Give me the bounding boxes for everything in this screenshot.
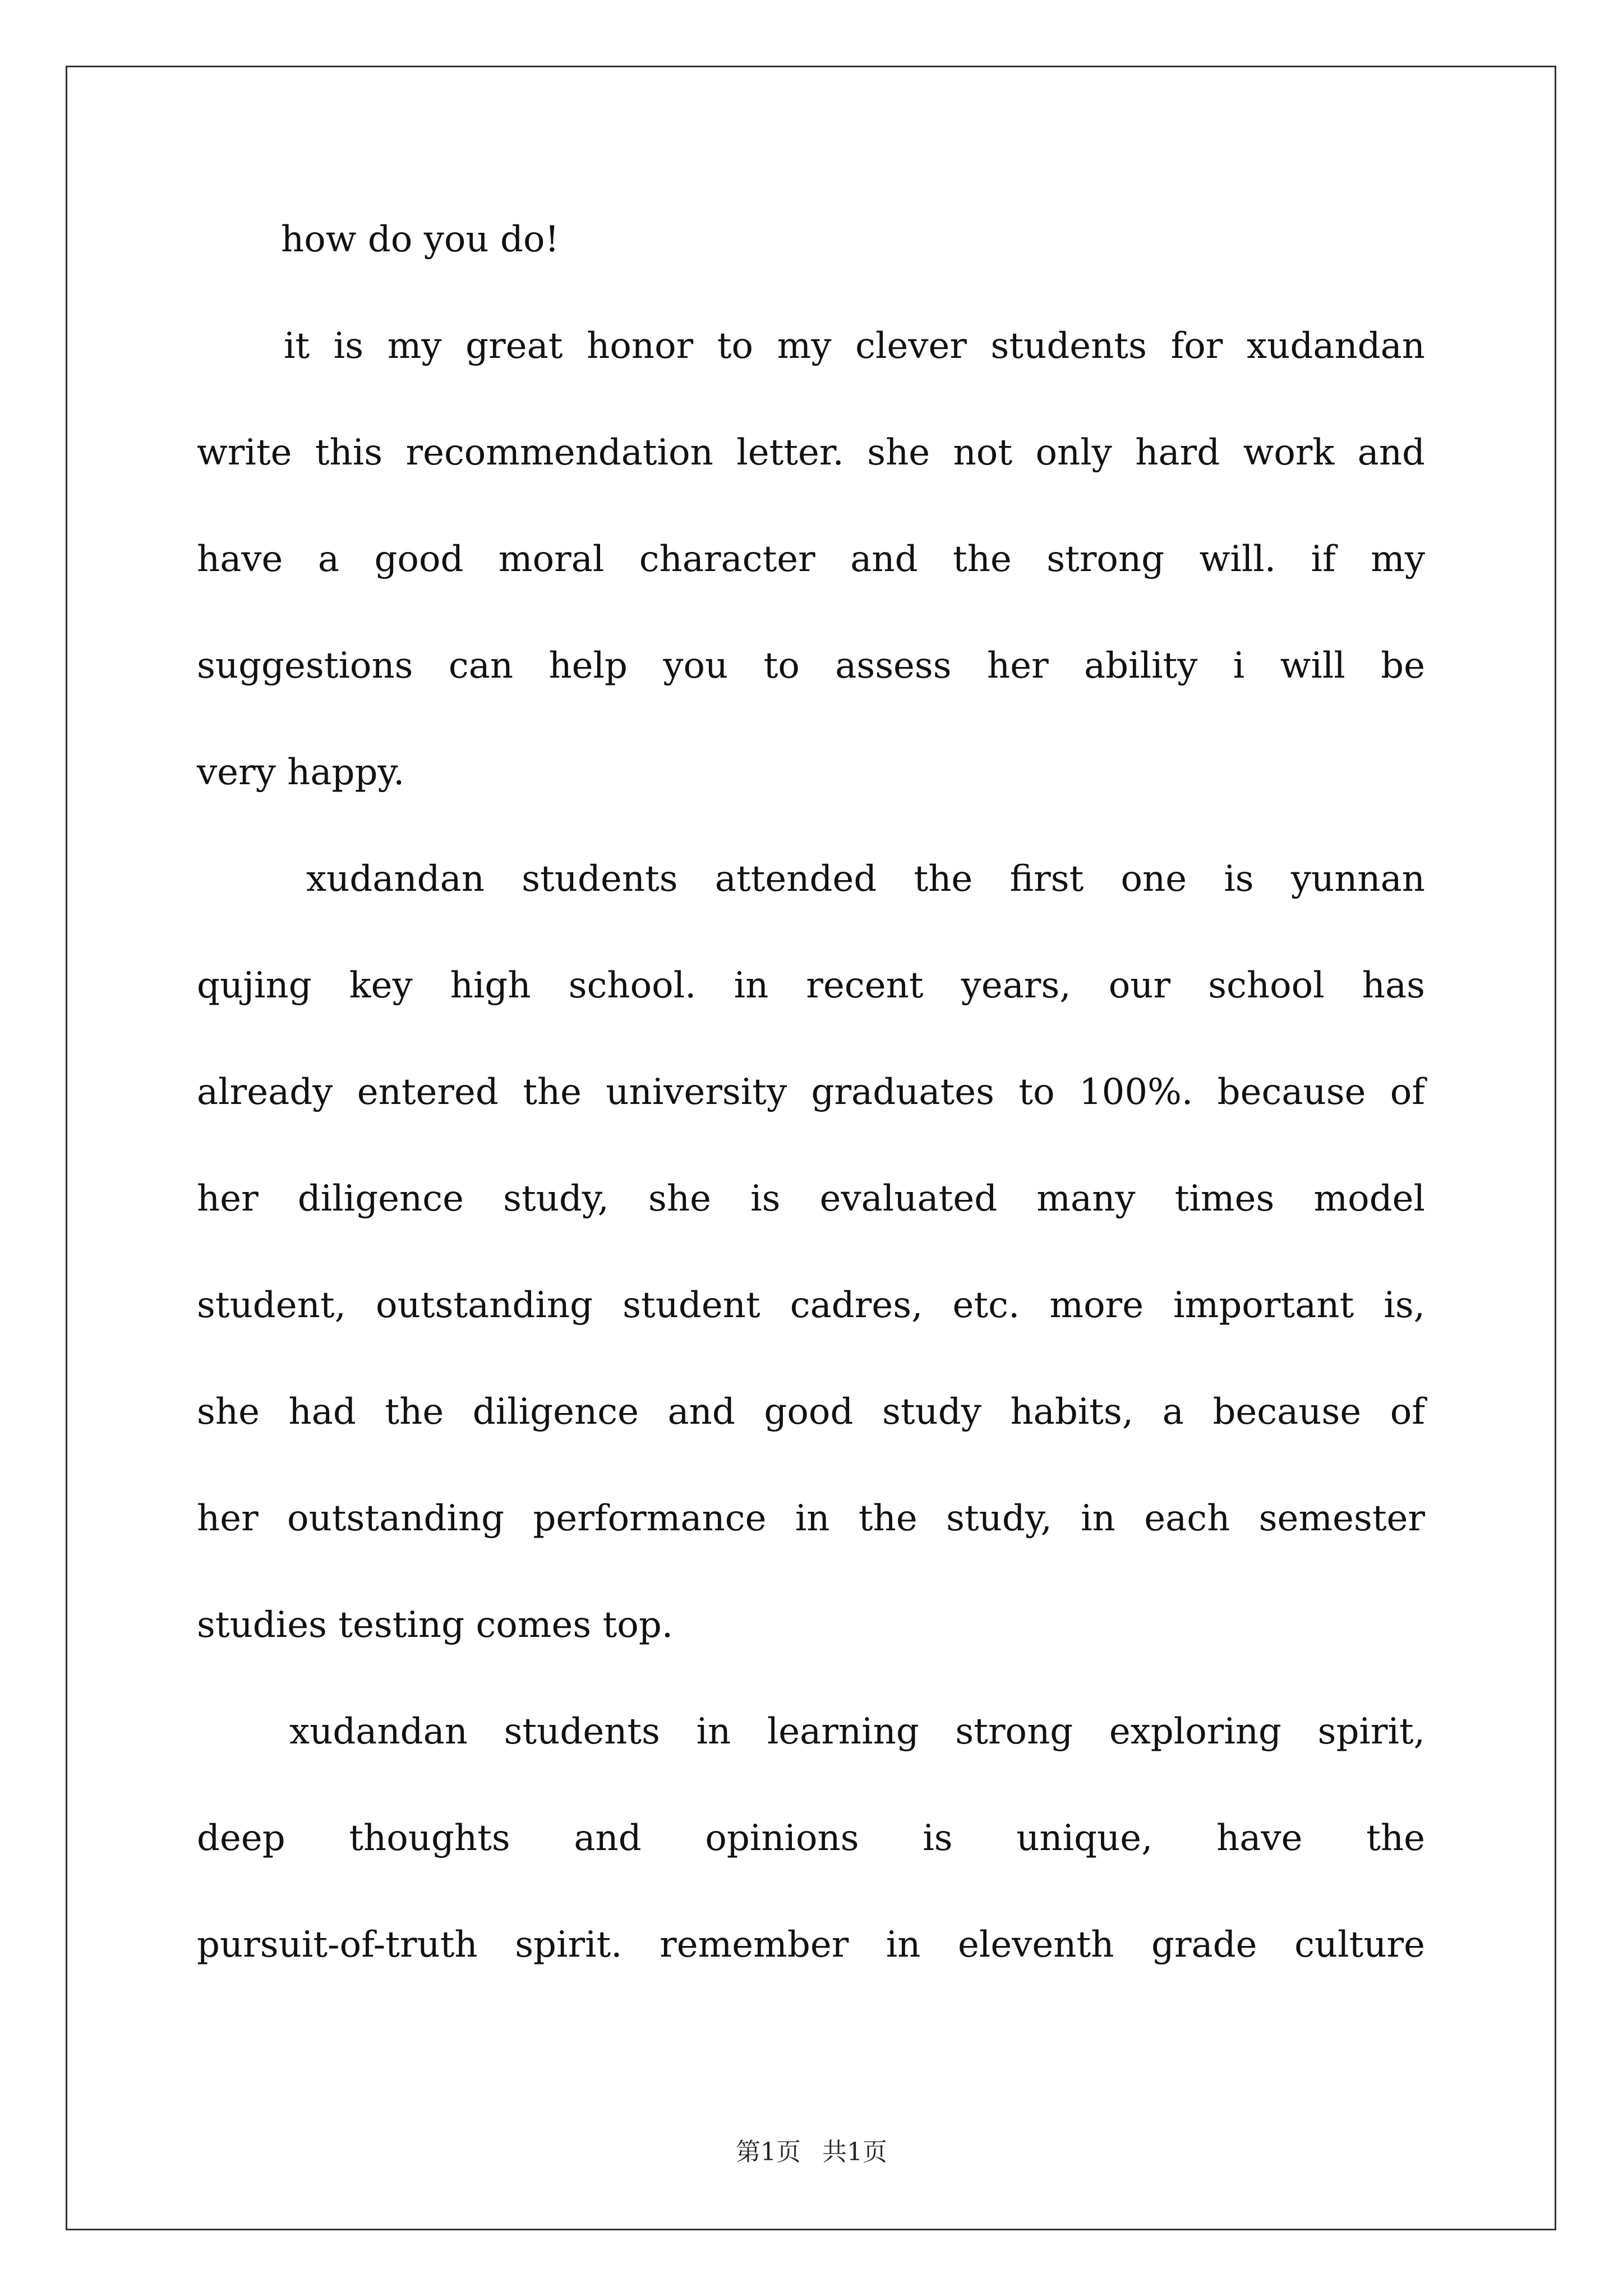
paragraph-2-line-1: xudandan students attended the first one is yunnan	[306, 858, 1425, 900]
page-number: 第1页	[736, 2138, 801, 2166]
paragraph-1-line-1: it is my great honor to my clever students for xudandan	[284, 325, 1425, 367]
page-border	[66, 66, 1556, 2230]
page-footer	[0, 2132, 1623, 2168]
paragraph-2-line-2: qujing key high school. in recent years, our school has	[197, 965, 1425, 1006]
paragraph-2-line-3: already entered the university graduates to 100%. because of	[197, 1071, 1425, 1113]
page-total: 共1页	[822, 2138, 887, 2166]
paragraph-2-line-7: her outstanding performance in the study, in each semester	[197, 1498, 1425, 1539]
paragraph-1-line-3: have a good moral character and the strong will. if my	[197, 539, 1425, 580]
paragraph-2-line-4: her diligence study, she is evaluated many times model	[197, 1178, 1425, 1220]
paragraph-1-line-4: suggestions can help you to assess her ability i will be	[197, 645, 1425, 687]
paragraph-2-line-8: studies testing comes top.	[197, 1604, 674, 1646]
paragraph-1-line-2: write this recommendation letter. she not only hard work and	[197, 432, 1425, 473]
paragraph-2-line-5: student, outstanding student cadres, etc. more important is,	[197, 1285, 1425, 1326]
paragraph-1-line-5: very happy.	[197, 752, 405, 793]
paragraph-3-line-2: deep thoughts and opinions is unique, have the	[197, 1818, 1425, 1859]
paragraph-3-line-1: xudandan students in learning strong exploring spirit,	[289, 1711, 1425, 1752]
paragraph-2-line-6: she had the diligence and good study habits, a because of	[197, 1391, 1425, 1433]
paragraph-3-line-3: pursuit-of-truth spirit. remember in eleventh grade culture	[197, 1924, 1425, 1966]
greeting-line: how do you do!	[281, 219, 560, 260]
